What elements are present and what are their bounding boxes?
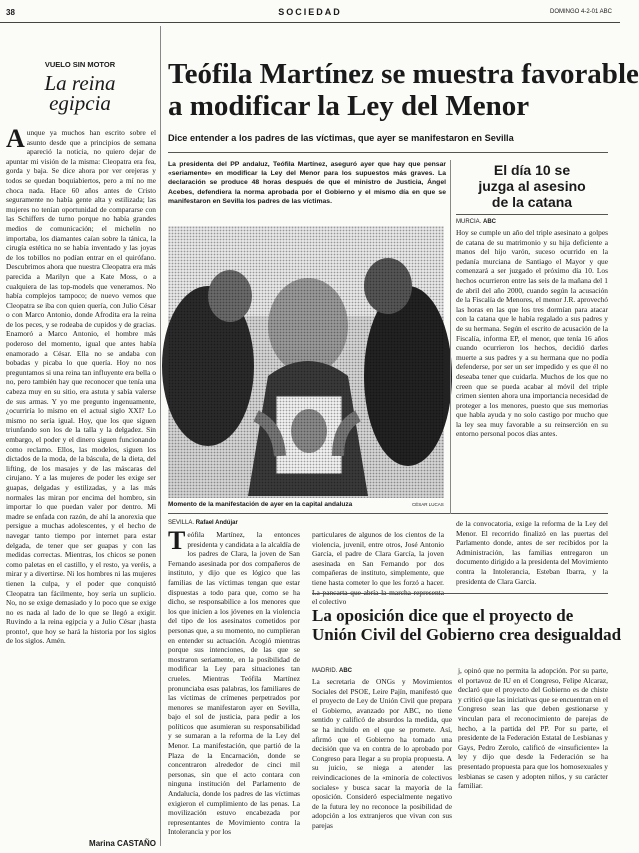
page-number: 38: [6, 8, 15, 17]
main-body-col3: de la convocatoria, exige la reforma de la Ley del Menor. El recorrido finalizó en las puertas del Parlamento donde, antes de ser recibidos por la Administración, las familias entregaron un documento dirigido a la presidenta del Movimiento contra la Intolerancia, Esteban Ibarra, y la presidenta de Clara García.: [456, 519, 608, 586]
main-text-1: eófila Martínez, la entonces presidenta y candidata a la alcaldía de los padres de Clara, la joven de San Fernando asesinada por dos compañeros de instituto, y dijo que es lógico que las familias de las víctimas tengan que estar dispuestas a todo para que, como se ha dicho, se responsabilice a los menores que los que inicien a los jóvenes en la violencia del tipo de los asesinatos cometidos por personas que, a su momento, no cumplieran en entender su actuación. Acogió mientras porque sus intenciones, de las que se mostraron seriamente, en la posibilidad de modificar la Ley para situaciones tan crueles. Mientras Teófila Martínez pronunciaba esas palabras, los familiares de las víctimas de crímenes perpetrados por menores se manifestaron ayer en Sevilla, bajo el sol de justicia, para pedir a los políticos que asumieran su responsabilidad y se sumaran a la reforma de la Ley del Menor. La manifestación, que partió de la Plaza de la Encarnación, donde se concentraron alrededor de cinci mil personas, sin que el acto contara con ninguna institución del Parlamento de Andalucía, donde los padres de las víctimas exigieron el cumplimiento de las penas. La movilización estuvo encabezada por representantes de Movimiento contra la Intolerancia y por los: [168, 530, 300, 837]
photo-rule: [168, 513, 608, 514]
sidebar-divider: [450, 160, 451, 514]
main-lead: La presidenta del PP andaluz, Teófila Martínez, aseguró ayer que hay que pensar «seriamente» en modificar la Ley del Menor para los supuestos más graves. La declaración se produce 48 horas después de que el ministro de Justicia, Ángel Acebes, defendiera la norma aprobada por el Gobierno y el mismo día en que se manifestaron en Sevilla los padres de las víctimas.: [168, 161, 446, 205]
column-kicker: VUELO SIN MOTOR: [44, 60, 116, 69]
bottom-headline: [312, 606, 622, 644]
bottom-headline-2: Unión Civil del Gobierno crea desigualdad: [312, 625, 622, 644]
sidebar-headline-1: El día 10 se: [493, 162, 571, 178]
bottom-byline-author: ABC: [339, 668, 353, 674]
bottom-byline: [312, 668, 352, 674]
sidebar-rule: [456, 214, 608, 215]
photo-graphic: [168, 226, 444, 498]
column-body: [6, 124, 156, 840]
sidebar-body: Hoy se cumple un año del triple asesinato a golpes de catana de su matrimonio y su hija deficiente a manos del hijo varón, suceso ocurrido en la pedanía murciana de Santiago el Mayor y que comenzará a ser juzgado el próximo día 10. Los hechos ocurrieron entre las seis de la mañana del 1 de abril del año 2000, cuando según la acusación de la Fiscalía de Menores, el menor J.R. aprovechó las horas en las que los tres dormían para atacar con la catana que le había regalado a sus padres y de su hermana. Según el escrito de acusación de la Fiscalía, informa EP, el menor, que tenía 16 años cuando ocurrieron los hechos, decidió darles muerte a sus padres y a su hermana que no podía defenderse, por ser un ser impedido y es que él no deseaba tener que cuidarla. Muchos de los que no creen que se pueda acabar al móvil del triple crimen sienten ahora una importancia necesidad de proteger a los menores, puesto que sus memorias que habla ayuda y no solo castigo por mucho que la ley sea muy favorable a su reinserción en su entorno personal pocos días antes.: [456, 228, 608, 439]
sidebar-byline: [456, 219, 496, 225]
bottom-top-rule: [312, 593, 608, 594]
column-author: Marina CASTAÑO: [89, 839, 156, 848]
demonstration-photo: [168, 226, 444, 498]
bottom-body-col1: La secretaria de ONGs y Movimientos Sociales del PSOE, Leire Pajín, manifestó que el proyecto de Ley de Unión Civil que prepara el Gobierno, avanzado por ABC, no tiene sentido y calificó de absurdos la medida, que se ha incluido en el que se promete. Así, afirmó que el Gobierno ha tomado una decisión que va en contra de lo aprobado por Congreso para llegar a su propia propuesta. A su juicio, se niega a atender las reivindicaciones de la «minoría de colectivos sociales» y busca sacar la mayoría de la oposición. Consideró especialmente negativo de la futura ley no reconoce la posibilidad de adopción a los extranjeros que vivan con sus parejas: [312, 677, 452, 830]
main-byline-author: Rafael Andújar: [195, 520, 238, 526]
photo-credit: CÉSAR LUCAS: [412, 502, 444, 507]
main-body-col1: [168, 526, 300, 845]
main-headline-2: a modificar la Ley del Menor: [168, 90, 530, 122]
subheadline-rule: [168, 152, 608, 153]
sidebar-headline-3: de la catana: [491, 194, 573, 210]
page-header: [0, 4, 620, 23]
issue-date: DOMINGO 4-2-01 ABC: [549, 9, 612, 15]
column-divider: [160, 26, 161, 846]
main-subheadline: Dice entender a los padres de las víctimas, que ayer se manifestaron en Sevilla: [168, 133, 514, 143]
main-body-col2: particulares de algunos de los cientos de la violencia, juvenil, entre otros, José Antonio García, el padre de Clara García, la joven asesinada en San Fernando por dos compañeras de instituto, simplemente, que tiene hasta cometer lo que les forzó a hacer. el colectivo: [312, 530, 444, 607]
main-headline: [168, 58, 639, 122]
column-header: [6, 60, 154, 113]
sidebar-byline-place: MURCIA.: [456, 219, 482, 225]
main-byline-place: SEVILLA.: [168, 520, 195, 526]
column-title-2: egipcia: [49, 91, 111, 115]
main-dropcap: T: [168, 526, 186, 555]
main-headline-1: Teófila Martínez se muestra favorable: [168, 58, 639, 90]
column-title-1: La reina: [44, 71, 116, 95]
photo-caption-text: Momento de la manifestación de ayer en la capital andaluza: [168, 501, 353, 508]
bottom-byline-place: MADRID.: [312, 668, 338, 674]
sidebar-byline-author: ABC: [483, 219, 497, 225]
sidebar-headline-2: juzga al asesino: [478, 178, 586, 194]
sidebar-headline: [456, 162, 608, 210]
bottom-headline-1: La oposición dice que el proyecto de: [312, 606, 574, 625]
photo-caption: [168, 501, 388, 508]
section-title: SOCIEDAD: [278, 7, 342, 17]
column-dropcap: A: [6, 124, 25, 153]
column-text: unque ya muchos han escrito sobre el asunto desde que a principios de semana apareció la noticia, no quiero dejar de apuntar mi visión de la misma: Cleopatra era fea, gorda y baja. Se dice ahora por ver orejeras y todos se quedan boquiabiertos, pero a mí no me choca nada. Hace 60 años antes de Cristo seguramente no había gente alta y estilizada; las mujeres no tenían oportunidad de compararse con las Schiffers de turno porque no había grandes medios de comunicación; el michelín no importaba, los diamantes caían sobre la tánica, la cirugía estética no se había inventado y las joyas de los tobillos no podían entrar en el quirófano. Descubrimos ahora que nuestra Cleopatra era más parecida a Marilyn que a Kate Moss, o a cualquiera de las top-models que veneramos. No había complejos tampoco; de nuevo vemos que Cleopatra se iba con quien quería, con Julio César o con Marco Antonio, donde Afrodita era la reina de los peces, y se rodeaba de cupidos y de gracias. Enamoró a Marco Antonio, el hombre más poderoso del momento, igual que antes había enamorado a César. Ella no se andaba con bobadas y picaba lo que quería. Hoy no nos preguntamos si una reina tan influyente era bella o no, pero también hay que reconocer que tenía una cabeza muy en su sitio, era astuta y sabía valerse de sus armas. Y yo me pregunto ingenuamente, ¿ocurriría lo mismo en el actual siglo XXI? Lo mismo no sería igual. Hoy, que los que siguen triunfando son los de la talla y la delgadez. Sin embargo, el poder y el dinero siguen funcionando como reclamo. Ellos, las modelos, siguen los dictados de la moda, de la báscula, de la dieta, del lifting, de los masajes y de las máscaras del cirujano. Y a las mujeres de poder les exige ser guapas, delgadas y estilizadas, y a las más normales las miran por encima del hombro, sin importar lo que puedan valer por dentro. Mi madre se enfada con razón, de ahí la anorexia que persigue a muchas adolescentes, y el hecho de navegar tanto tiempo por internet para estar delgada, de tener que ser guapas y con las medidas correctas. Mientras, los chicos se ponen como paletas en el castillo, y el resto, ya veréis, a mirar y a divertirse. Ni los hombres ni las mujeres tienen la culpa, y el poder que conquistó Cleopatra tan fácilmente, hoy sería un suplicio. No, no se exige demasiado y lo poco que se exige no es nada al lado de lo que se llegó a exigir. Ruvindo a la reina egipcia y a Julio César ¡hasta pronto!, que hoy se hará la historia por los siglos de los siglos. Amén.: [6, 128, 156, 646]
bottom-body-col3: j, opinó que no permita la adopción. Por su parte, el portavoz de IU en el Congreso, Felipe Alcaraz, declaró que el proyecto del Gobierno es de chiste y criticó que las iniciativas que se encuentran en el Congreso sean las que deben gestionarse y vinculan para el reconocimiento de parejas de hecho, a la partida del PP. Por su parte, el presidente de la Federación Estatal de Lesbianas y Gays, Pedro Zerolo, calificó de «insuficiente» la ley y dijo que desde la Federación se ha presentado propuesta para que los homosexuales y lesbianas se casen y adopten niños, y su carácter familiar.: [458, 666, 609, 791]
